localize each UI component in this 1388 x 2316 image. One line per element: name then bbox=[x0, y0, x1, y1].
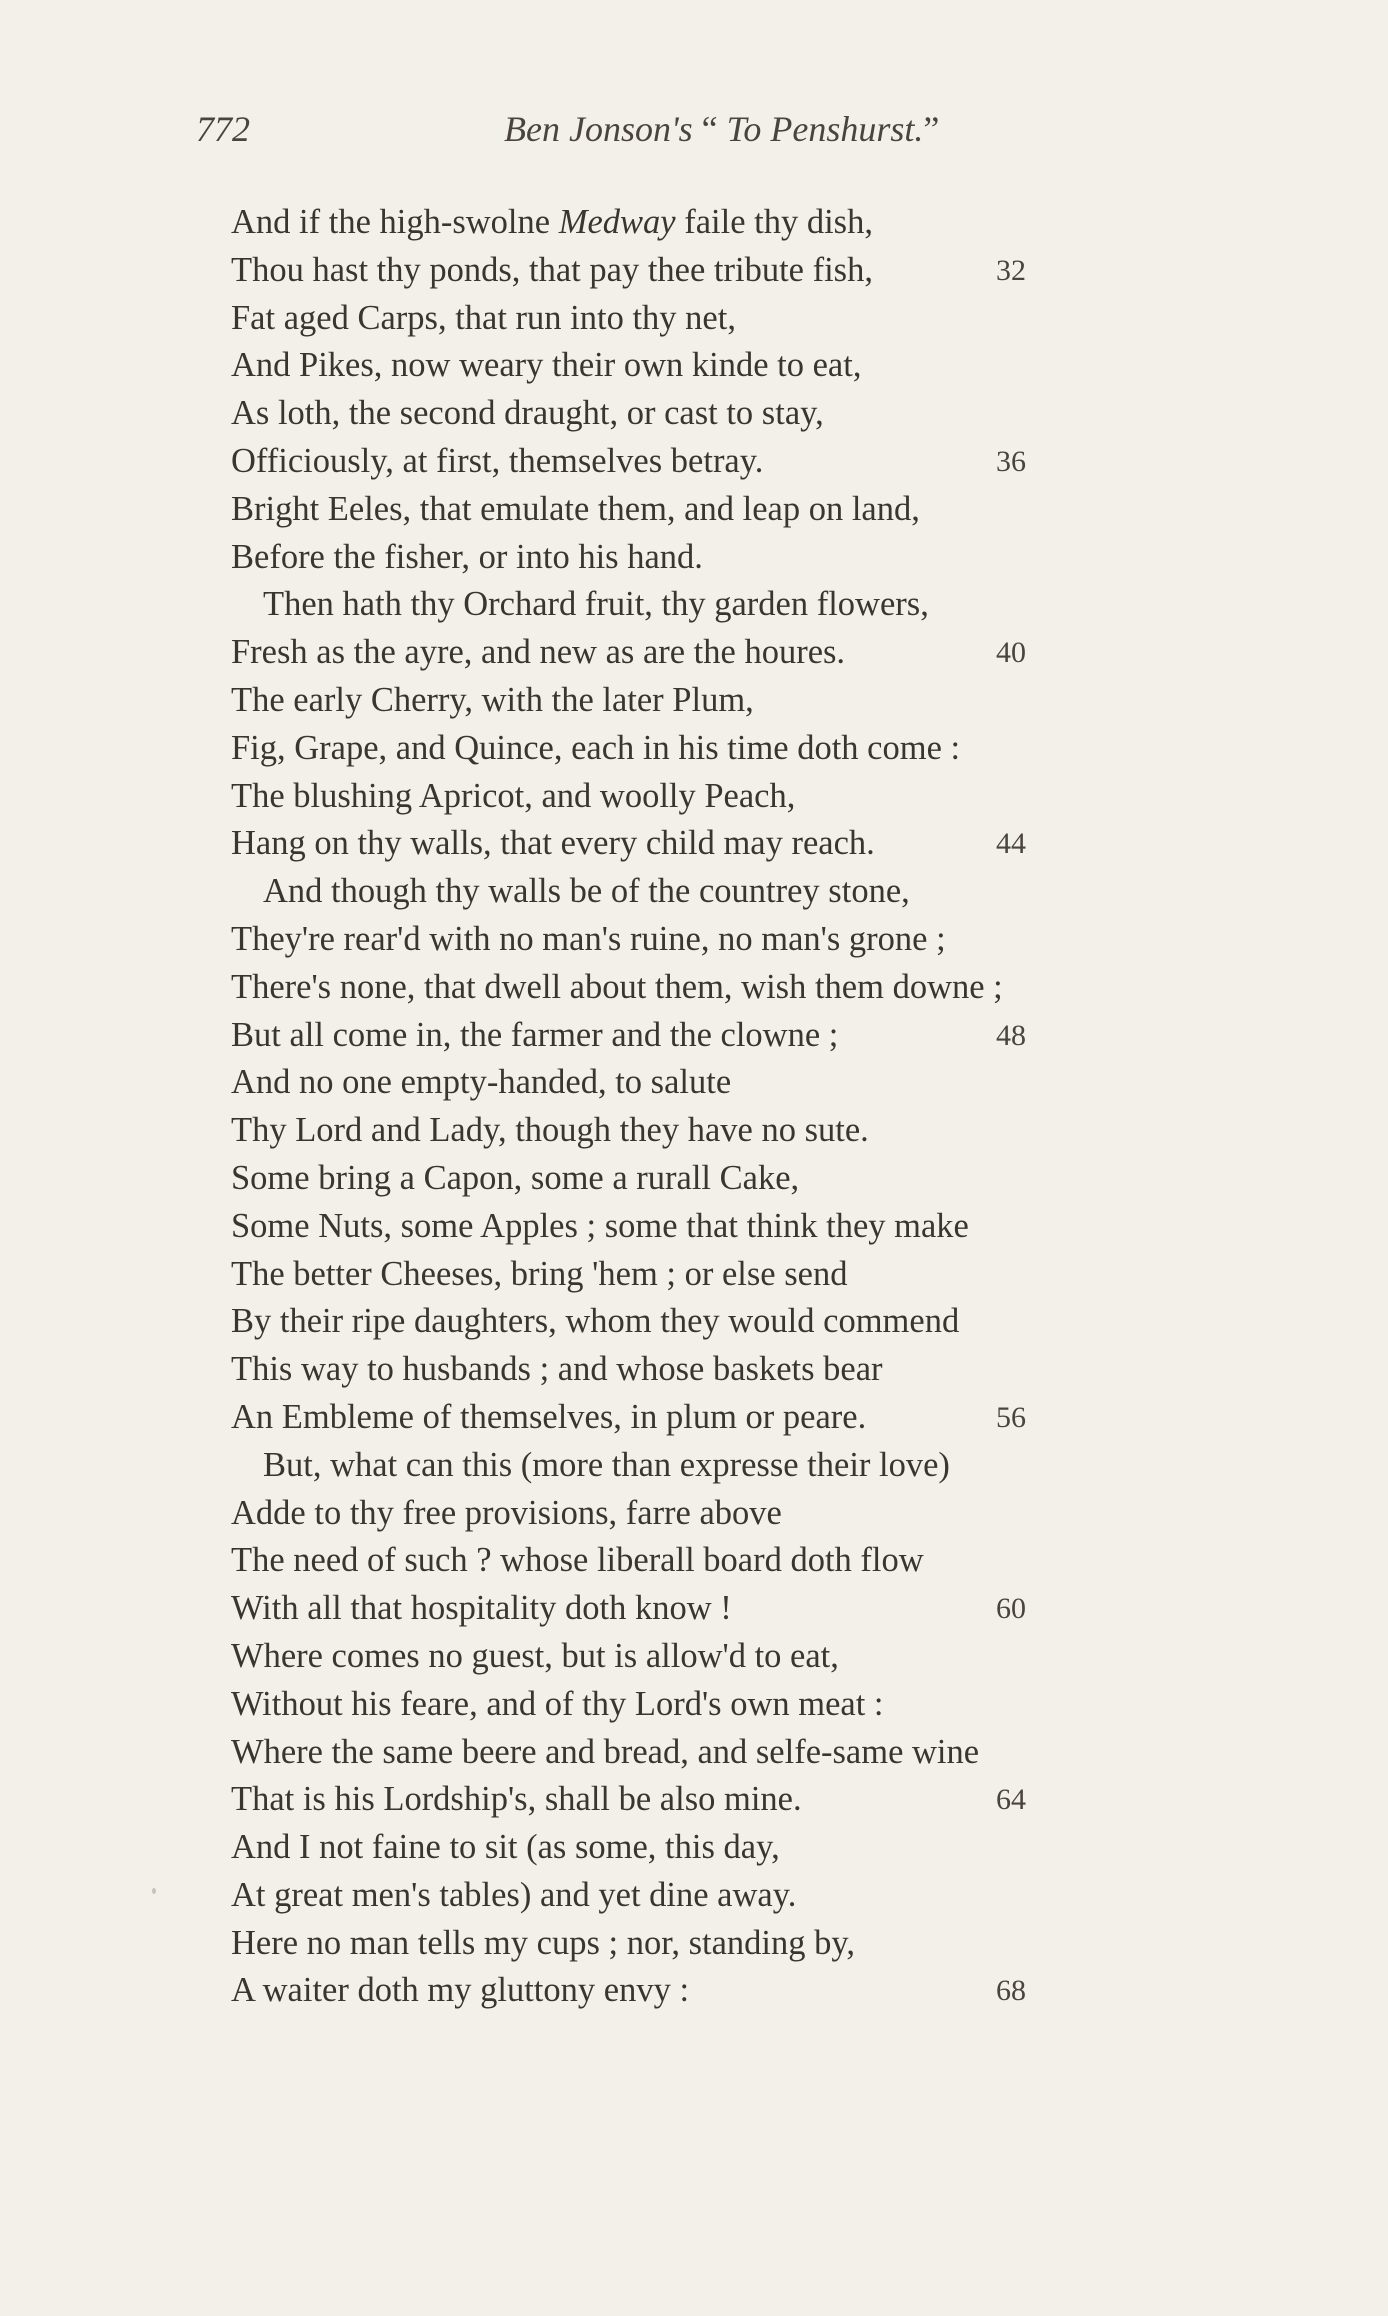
poem-line bbox=[231, 820, 1251, 868]
poem-line bbox=[231, 1155, 1251, 1203]
poem-line-segment: And Pikes, now weary their own kinde to eat, bbox=[231, 346, 862, 385]
poem-line bbox=[231, 438, 1251, 486]
poem-line-text bbox=[231, 968, 1003, 1006]
poem-line-text bbox=[231, 872, 910, 910]
running-title-poem: To Penshurst. bbox=[726, 109, 924, 149]
poem-line-segment: And though thy walls be of the countrey stone, bbox=[263, 872, 910, 911]
poem-line-text bbox=[231, 1876, 796, 1914]
poem-line-text bbox=[231, 824, 875, 862]
poem-line-segment: Thou hast thy ponds, that pay thee tribute fish, bbox=[231, 250, 873, 289]
poem-line-segment: With all that hospitality doth know ! bbox=[231, 1589, 732, 1628]
poem-line bbox=[231, 1394, 1251, 1442]
poem-line-text bbox=[231, 920, 946, 958]
poem-line bbox=[231, 1298, 1251, 1346]
poem-line bbox=[231, 1490, 1251, 1538]
poem-line-segment: And I not faine to sit (as some, this day, bbox=[231, 1828, 780, 1867]
poem-line-segment: By their ripe daughters, whom they would commend bbox=[231, 1302, 960, 1341]
poem-line-text bbox=[231, 1063, 731, 1101]
line-number: 68 bbox=[996, 1974, 1026, 2008]
poem-line bbox=[231, 1967, 1251, 2015]
poem-line-text bbox=[231, 1733, 979, 1771]
poem-line bbox=[231, 1681, 1251, 1729]
poem-line bbox=[231, 964, 1251, 1012]
poem-line-segment: But, what can this (more than expresse their love) bbox=[263, 1445, 950, 1484]
poem-line-text bbox=[231, 681, 754, 719]
poem-line-segment: There's none, that dwell about them, wish them downe ; bbox=[231, 967, 1003, 1006]
line-number: 36 bbox=[996, 444, 1026, 478]
poem-line bbox=[231, 1537, 1251, 1585]
poem-line-segment: And no one empty-handed, to salute bbox=[231, 1063, 732, 1102]
poem-line-segment: Fresh as the ayre, and new as are the houres. bbox=[231, 633, 846, 672]
poem-line-text bbox=[231, 1016, 838, 1054]
poem-line-segment: Where the same beere and bread, and selfe-same wine bbox=[231, 1732, 980, 1771]
poem-line-text bbox=[231, 1350, 883, 1388]
poem-line-text bbox=[231, 394, 824, 432]
poem-line bbox=[231, 1633, 1251, 1681]
poem-line-segment: The need of such ? whose liberall board doth flow bbox=[231, 1541, 924, 1580]
poem-line bbox=[231, 1729, 1251, 1777]
line-number: 60 bbox=[996, 1592, 1026, 1626]
poem-line bbox=[231, 486, 1251, 534]
poem-line-text bbox=[231, 538, 703, 576]
poem-line-segment: That is his Lordship's, shall be also mine. bbox=[231, 1780, 802, 1819]
poem-line bbox=[231, 1107, 1251, 1155]
running-title-open-quote: “ bbox=[701, 109, 727, 149]
poem-line-text bbox=[231, 1541, 924, 1579]
poem-line bbox=[231, 581, 1251, 629]
poem-line-italic: Medway bbox=[558, 203, 676, 241]
poem-line-text bbox=[231, 442, 763, 480]
poem-line bbox=[231, 247, 1251, 295]
poem-line-segment: faile thy dish, bbox=[675, 203, 873, 241]
poem-line bbox=[231, 725, 1251, 773]
poem-line-segment: They're rear'd with no man's ruine, no man's grone ; bbox=[231, 919, 946, 958]
poem-line-segment: As loth, the second draught, or cast to stay, bbox=[231, 394, 824, 433]
poem-line bbox=[231, 199, 1251, 247]
poem-line-text bbox=[231, 346, 861, 384]
poem-line-text bbox=[231, 1637, 839, 1675]
poem-line bbox=[231, 868, 1251, 916]
running-title bbox=[504, 108, 939, 150]
poem-line-segment: The blushing Apricot, and woolly Peach, bbox=[231, 776, 796, 815]
poem-line bbox=[231, 1920, 1251, 1968]
poem-line-text bbox=[231, 1398, 866, 1436]
poem-line-text bbox=[231, 1446, 950, 1484]
poem-line-segment: Hang on thy walls, that every child may reach. bbox=[231, 824, 875, 863]
line-number: 44 bbox=[996, 827, 1026, 861]
poem-line-text bbox=[231, 1302, 959, 1340]
poem-line bbox=[231, 677, 1251, 725]
poem-line-segment: Some bring a Capon, some a rurall Cake, bbox=[231, 1158, 800, 1197]
poem-line bbox=[231, 1824, 1251, 1872]
poem-text bbox=[231, 199, 1251, 2015]
poem-line-segment: The early Cherry, with the later Plum, bbox=[231, 680, 754, 719]
line-number: 32 bbox=[996, 253, 1026, 287]
poem-line-segment: Before the fisher, or into his hand. bbox=[231, 537, 703, 576]
poem-line bbox=[231, 295, 1251, 343]
poem-line-text bbox=[231, 585, 929, 623]
running-header bbox=[196, 108, 1196, 158]
poem-line-segment: Where comes no guest, but is allow'd to eat, bbox=[231, 1636, 839, 1675]
line-number: 64 bbox=[996, 1783, 1026, 1817]
poem-line-segment: Here no man tells my cups ; nor, standing by, bbox=[231, 1923, 855, 1962]
poem-line bbox=[231, 1203, 1251, 1251]
poem-line-segment: An Embleme of themselves, in plum or peare. bbox=[231, 1397, 867, 1436]
poem-line-text bbox=[231, 251, 873, 289]
poem-line-text bbox=[231, 203, 873, 241]
poem-line-segment: Bright Eeles, that emulate them, and leap on land, bbox=[231, 489, 920, 528]
running-title-close-quote: ” bbox=[923, 109, 940, 149]
poem-line-segment: Adde to thy free provisions, farre above bbox=[231, 1493, 782, 1532]
poem-line bbox=[231, 1585, 1251, 1633]
poem-line-text bbox=[231, 299, 736, 337]
poem-line-text bbox=[231, 729, 960, 767]
poem-line-text bbox=[231, 633, 845, 671]
line-number: 40 bbox=[996, 636, 1026, 670]
page-number: 772 bbox=[196, 109, 250, 149]
poem-line-text bbox=[231, 1111, 869, 1149]
poem-line-text bbox=[231, 777, 795, 815]
poem-line-segment: Fat aged Carps, that run into thy net, bbox=[231, 298, 736, 337]
poem-line-segment: At great men's tables) and yet dine away. bbox=[231, 1875, 797, 1914]
poem-line-segment: Thy Lord and Lady, though they have no sute. bbox=[231, 1111, 869, 1150]
poem-line bbox=[231, 1776, 1251, 1824]
poem-line bbox=[231, 534, 1251, 582]
poem-line-segment: But all come in, the farmer and the clowne ; bbox=[231, 1015, 839, 1054]
poem-line-segment: Officiously, at first, themselves betray. bbox=[231, 441, 764, 480]
poem-line-segment: Fig, Grape, and Quince, each in his time doth come : bbox=[231, 728, 961, 767]
poem-line bbox=[231, 916, 1251, 964]
running-title-author: Ben Jonson's bbox=[504, 109, 702, 149]
poem-line bbox=[231, 342, 1251, 390]
poem-line-segment: Without his feare, and of thy Lord's own meat : bbox=[231, 1684, 884, 1723]
poem-line-segment: And if the high-swolne bbox=[231, 203, 559, 241]
poem-line bbox=[231, 1012, 1251, 1060]
poem-line-text bbox=[231, 1255, 848, 1293]
poem-line-text bbox=[231, 1828, 780, 1866]
poem-line-text bbox=[231, 490, 920, 528]
poem-line-segment: A waiter doth my gluttony envy : bbox=[231, 1971, 690, 2010]
poem-line bbox=[231, 1251, 1251, 1299]
poem-line bbox=[231, 1059, 1251, 1107]
poem-line-text bbox=[231, 1971, 689, 2009]
poem-line bbox=[231, 773, 1251, 821]
poem-line bbox=[231, 629, 1251, 677]
poem-line-text bbox=[231, 1589, 732, 1627]
poem-line-text bbox=[231, 1159, 799, 1197]
poem-line-text bbox=[231, 1924, 855, 1962]
poem-line bbox=[231, 1872, 1251, 1920]
line-number: 56 bbox=[996, 1400, 1026, 1434]
poem-line-segment: The better Cheeses, bring 'hem ; or else send bbox=[231, 1254, 848, 1293]
poem-line-segment: This way to husbands ; and whose baskets bear bbox=[231, 1350, 883, 1389]
poem-line-text bbox=[231, 1685, 884, 1723]
line-number: 48 bbox=[996, 1018, 1026, 1052]
poem-line-segment: Some Nuts, some Apples ; some that think they make bbox=[231, 1206, 969, 1245]
poem-line-text bbox=[231, 1494, 782, 1532]
poem-line bbox=[231, 1346, 1251, 1394]
poem-line bbox=[231, 390, 1251, 438]
page-smudge bbox=[152, 1888, 156, 1894]
poem-line-text bbox=[231, 1207, 969, 1245]
poem-line-text bbox=[231, 1780, 802, 1818]
poem-line bbox=[231, 1442, 1251, 1490]
poem-line-segment: Then hath thy Orchard fruit, thy garden flowers, bbox=[263, 585, 929, 624]
